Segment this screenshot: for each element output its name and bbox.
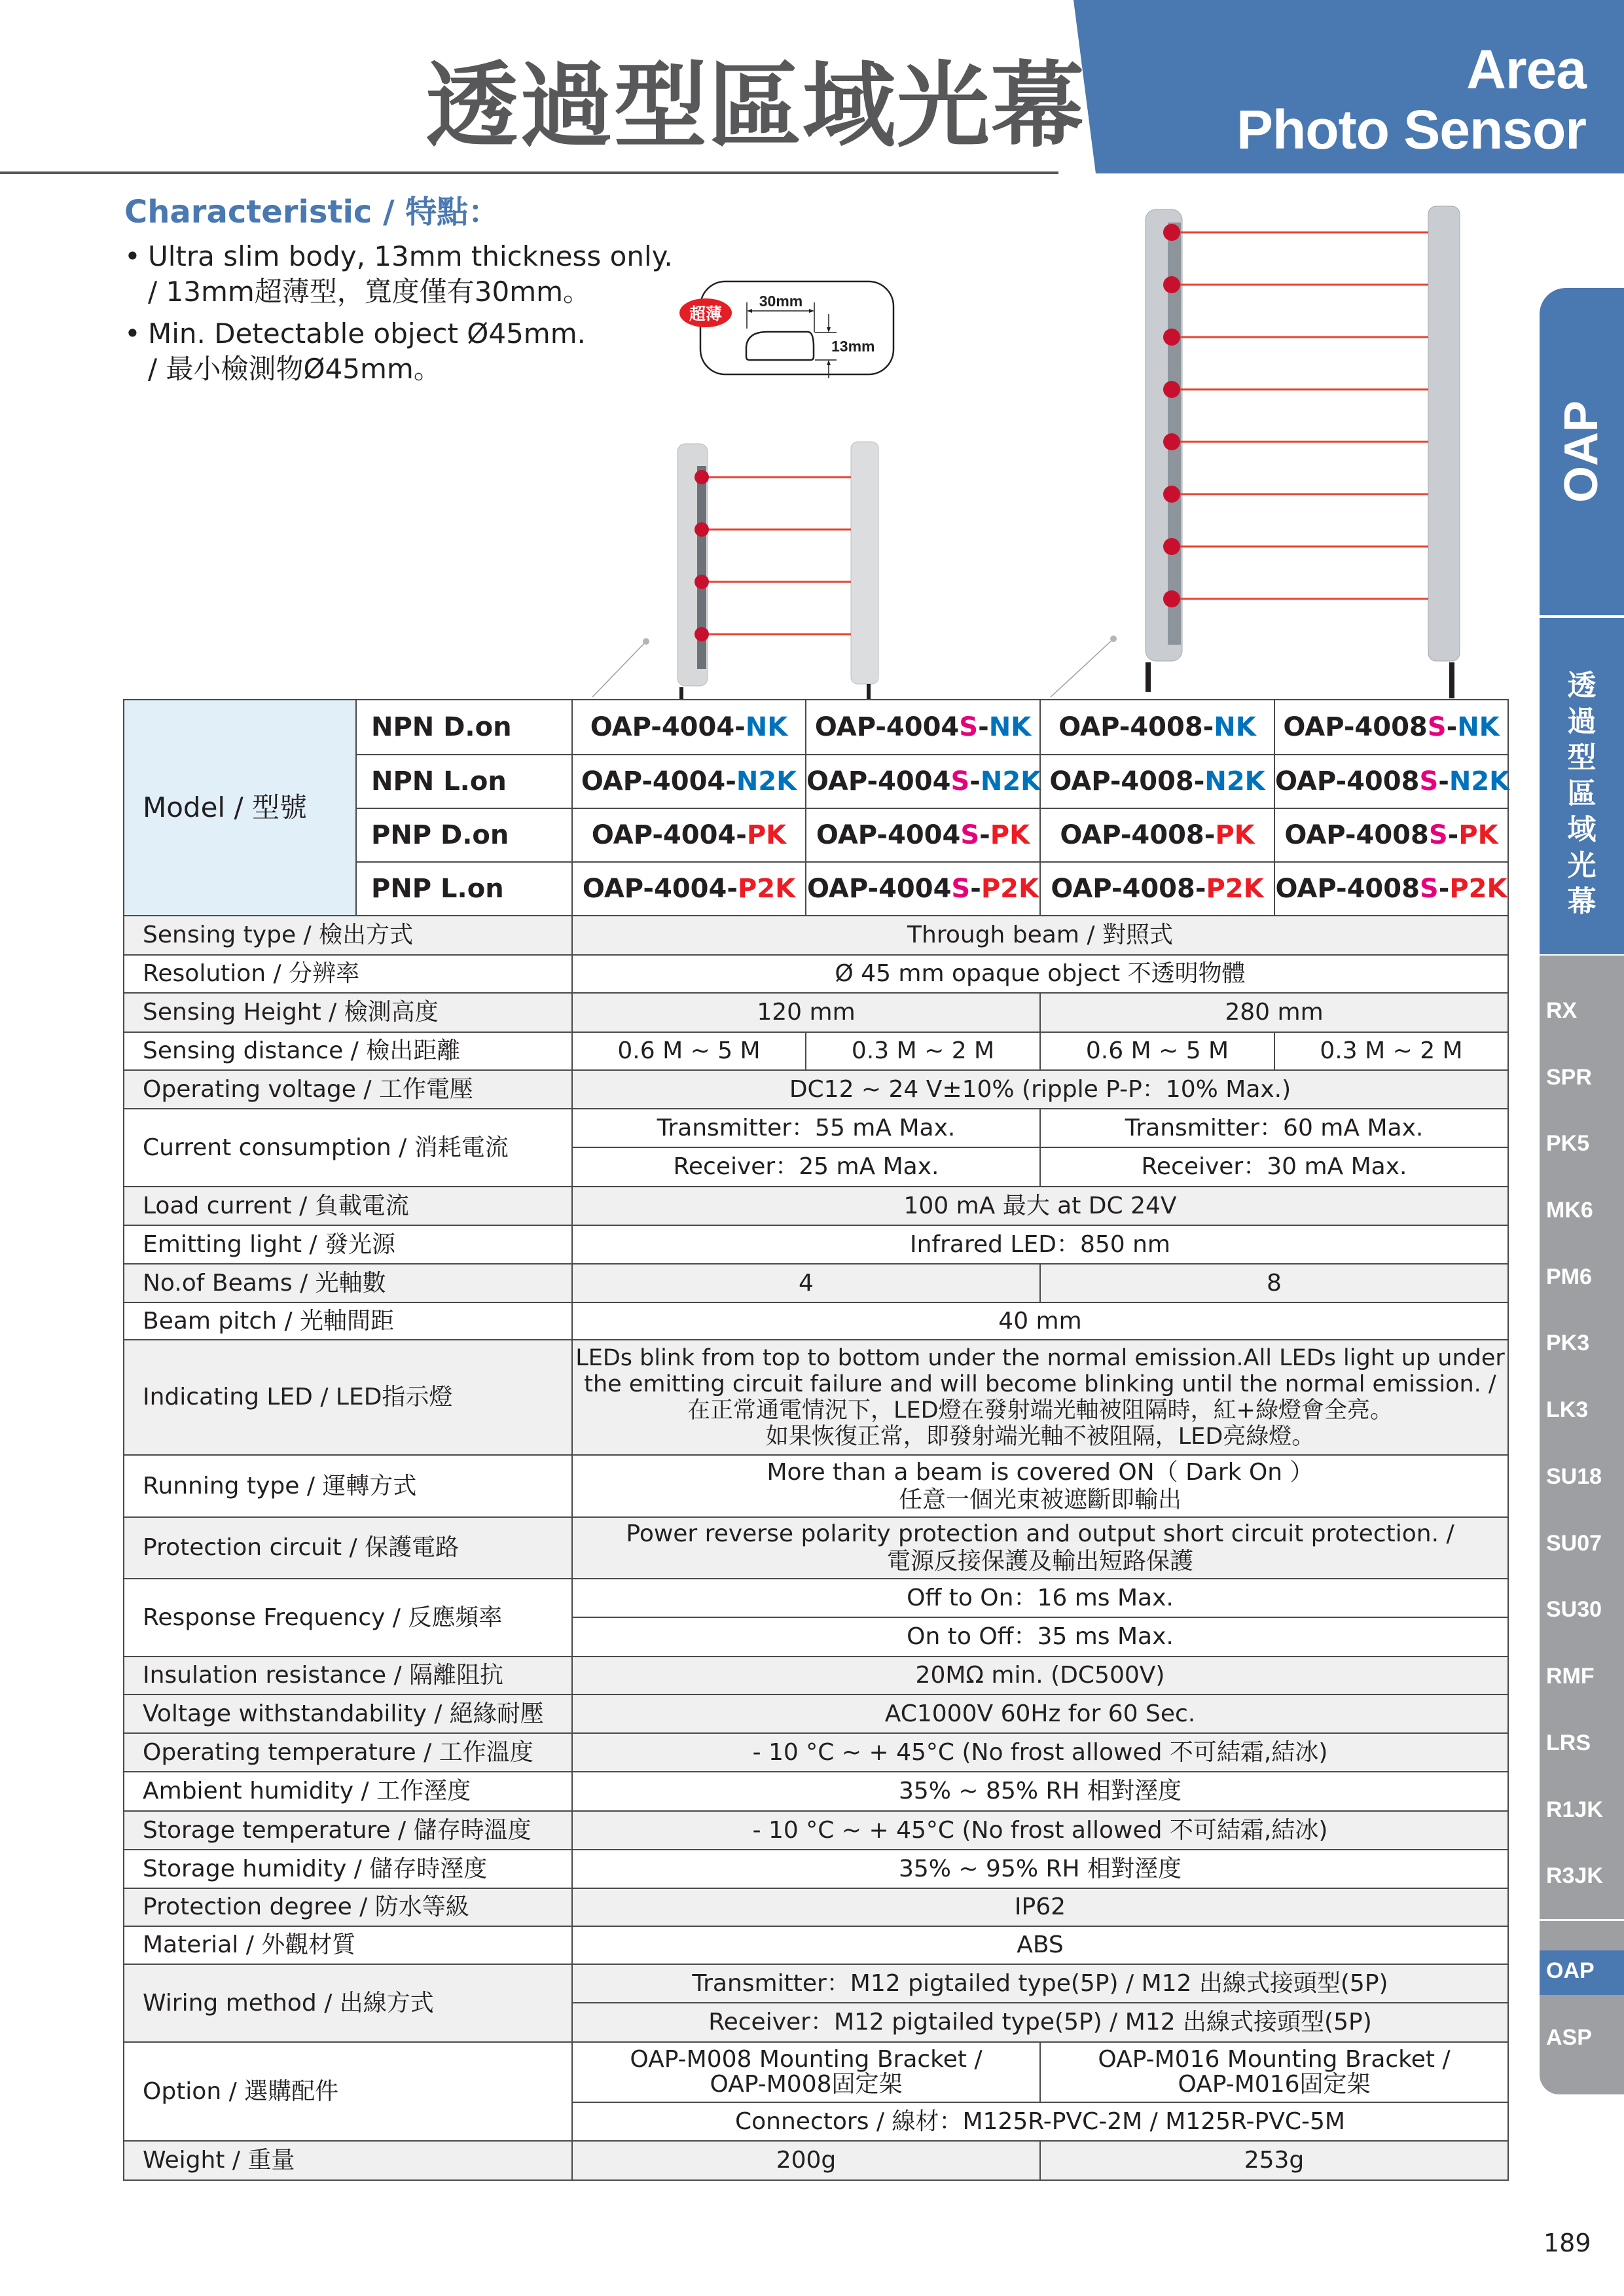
spec-label: Emitting light / 發光源	[124, 1225, 572, 1264]
model-suffix: N2K	[980, 766, 1041, 797]
category-banner-text	[1236, 39, 1586, 160]
sidebar-item-r3jk[interactable]: R3JK	[1546, 1863, 1603, 1888]
model-number	[806, 862, 1040, 916]
spec-row-storage-humidity	[124, 1850, 1508, 1888]
bracket-line: OAP-M016固定架	[1178, 2071, 1371, 2098]
model-base: OAP-4008	[1284, 820, 1429, 850]
model-dash: -	[978, 712, 989, 742]
model-slim-marker: S	[960, 820, 980, 850]
sidebar-product-list	[1540, 956, 1624, 2094]
spec-row-protection-degree	[124, 1888, 1508, 1926]
led-line: LEDs blink from top to bottom under the normal emission.All LEDs light up under	[575, 1345, 1505, 1371]
spec-row-protection-circuit	[124, 1517, 1508, 1579]
beam-group	[695, 470, 851, 641]
spec-row-ambient-humidity	[124, 1772, 1508, 1811]
model-base: OAP-4008	[1283, 712, 1428, 742]
model-slim-marker: S	[1427, 712, 1447, 742]
sidebar-separator	[1540, 1919, 1624, 1921]
model-base: OAP-4004	[582, 874, 727, 904]
beam-emitter-dot	[1163, 224, 1180, 241]
spec-label: Storage humidity / 儲存時溼度	[124, 1850, 572, 1888]
spec-label: Protection circuit / 保護電路	[124, 1517, 572, 1579]
spec-value: 40 mm	[572, 1302, 1508, 1340]
sidebar-category-char: 過	[1567, 705, 1597, 738]
led-line: 如果恢復正常，即發射端光軸不被阻隔，LED亮綠燈。	[765, 1424, 1315, 1450]
spec-row-resolution	[124, 955, 1508, 993]
sidebar-item-rmf[interactable]: RMF	[1546, 1664, 1595, 1689]
model-dash: -	[1446, 712, 1458, 742]
sidebar-category-label	[1540, 668, 1624, 920]
model-slim-marker: S	[1419, 874, 1439, 904]
beam-emitter-dot	[695, 575, 709, 589]
spec-row-indicating-led	[124, 1340, 1508, 1455]
sidebar-item-su18[interactable]: SU18	[1546, 1464, 1602, 1489]
spec-value	[572, 2042, 1040, 2102]
bullet-en: Ultra slim body, 13mm thickness only.	[148, 240, 673, 272]
model-base: OAP-4004	[814, 712, 960, 742]
page-number: 189	[1543, 2229, 1591, 2257]
model-number	[806, 808, 1040, 862]
spec-row-running-type	[124, 1455, 1508, 1517]
spec-label: Current consumption / 消耗電流	[124, 1109, 572, 1187]
model-dash: -	[970, 874, 981, 904]
model-number	[572, 862, 806, 916]
model-dash: -	[1438, 766, 1449, 797]
receiver-body	[851, 442, 878, 684]
spec-value: ABS	[572, 1926, 1508, 1964]
model-suffix: P2K	[1449, 874, 1507, 904]
spec-label: Load current / 負載電流	[124, 1187, 572, 1225]
spec-row-material	[124, 1926, 1508, 1964]
model-slim-marker: S	[1428, 820, 1448, 850]
model-dash: -	[1193, 766, 1205, 797]
model-dash: -	[1204, 820, 1216, 850]
spec-value: Connectors / 線材：M125R-PVC-2M / M125R-PVC-5M	[572, 2102, 1508, 2141]
model-number	[1040, 862, 1274, 916]
model-base: OAP-4004	[591, 820, 736, 850]
spec-row-voltage-withstand	[124, 1695, 1508, 1733]
spec-value: 200g	[572, 2141, 1040, 2180]
bracket-line: OAP-M008 Mounting Bracket /	[630, 2046, 983, 2073]
banner-line-1: Area	[1466, 39, 1586, 100]
model-suffix: PK	[746, 820, 787, 850]
model-base: OAP-4008	[1275, 874, 1420, 904]
spec-value	[572, 1455, 1508, 1517]
model-base: OAP-4004	[816, 820, 961, 850]
characteristic-bullet	[124, 316, 586, 387]
spec-value: 35% ~ 85% RH 相對溼度	[572, 1772, 1508, 1811]
bullet-dot-icon: •	[124, 240, 141, 272]
spec-value: - 10 °C ~ + 45°C (No frost allowed 不可結霜,結冰)	[572, 1733, 1508, 1772]
profile-shape	[746, 332, 814, 360]
sidebar-item-oap[interactable]: OAP	[1546, 1958, 1595, 1983]
model-slim-marker: S	[951, 874, 971, 904]
spec-label: No.of Beams / 光軸數	[124, 1264, 572, 1302]
spec-row-storage-temp	[124, 1811, 1508, 1850]
spec-value: AC1000V 60Hz for 60 Sec.	[572, 1695, 1508, 1733]
spec-table	[123, 699, 1509, 2181]
spec-row-weight	[124, 2141, 1508, 2180]
model-dash: -	[1195, 874, 1206, 904]
spec-label: Beam pitch / 光軸間距	[124, 1302, 572, 1340]
sidebar-category-char: 光	[1567, 849, 1597, 882]
output-type-label: NPN D.on	[356, 700, 572, 755]
model-base: OAP-4004	[590, 712, 735, 742]
spec-value: Transmitter：55 mA Max.	[572, 1109, 1040, 1147]
spec-row-wiring	[124, 1964, 1508, 2003]
spec-label: Voltage withstandability / 絕緣耐壓	[124, 1695, 572, 1733]
sidebar-item-pm6[interactable]: PM6	[1546, 1265, 1592, 1289]
width-label: 30mm	[759, 293, 803, 310]
spec-value: 35% ~ 95% RH 相對溼度	[572, 1850, 1508, 1888]
sidebar-category-char: 域	[1567, 813, 1597, 846]
spec-label: Running type / 運轉方式	[124, 1455, 572, 1517]
title-divider	[0, 171, 1058, 174]
spec-label: Operating voltage / 工作電壓	[124, 1070, 572, 1109]
leader-line	[1051, 639, 1113, 697]
spec-row-load-current	[124, 1187, 1508, 1225]
spec-label: Material / 外觀材質	[124, 1926, 572, 1964]
model-dash: -	[725, 766, 736, 797]
spec-row-emitting-light	[124, 1225, 1508, 1264]
model-number	[1274, 700, 1508, 755]
protection-line: 電源反接保護及輸出短路保護	[886, 1548, 1193, 1575]
sidebar-item-r1jk[interactable]: R1JK	[1546, 1797, 1603, 1822]
model-number	[1040, 700, 1274, 755]
spec-value: Receiver：M12 pigtailed type(5P) / M12 出線式接頭型(5P)	[572, 2003, 1508, 2042]
model-slim-marker: S	[950, 766, 970, 797]
characteristic-bullet	[124, 239, 673, 310]
beam-emitter-dot	[1163, 276, 1180, 293]
spec-row-option	[124, 2042, 1508, 2102]
spec-label: Ambient humidity / 工作溼度	[124, 1772, 572, 1811]
sidebar-item-su30[interactable]: SU30	[1546, 1597, 1602, 1622]
model-dash: -	[1202, 712, 1214, 742]
spec-value: 120 mm	[572, 993, 1040, 1032]
product-image-4-beam	[576, 419, 943, 700]
spec-label: Wiring method / 出線方式	[124, 1964, 572, 2042]
model-slim-marker: S	[959, 712, 979, 742]
model-dash: -	[734, 712, 746, 742]
spec-label: Sensing type / 檢出方式	[124, 916, 572, 955]
beam-emitter-dot	[1163, 590, 1180, 607]
spec-value: - 10 °C ~ + 45°C (No frost allowed 不可結霜,結冰)	[572, 1811, 1508, 1850]
beam-emitter-dot	[695, 522, 709, 537]
model-base: OAP-4004	[806, 874, 952, 904]
model-suffix: NK	[1214, 712, 1256, 742]
banner-line-2: Photo Sensor	[1236, 99, 1586, 160]
spec-value: 4	[572, 1264, 1040, 1302]
model-base: OAP-4008	[1060, 820, 1204, 850]
sidebar-item-pk3[interactable]: PK3	[1546, 1331, 1590, 1355]
beam-emitter-dot	[695, 627, 709, 641]
sidebar-category-char: 型	[1567, 741, 1597, 774]
spec-label: Protection degree / 防水等級	[124, 1888, 572, 1926]
spec-label: Resolution / 分辨率	[124, 955, 572, 993]
beam-emitter-dot	[1163, 329, 1180, 346]
spec-label: Option / 選購配件	[124, 2042, 572, 2141]
led-line: the emitting circuit failure and will become blinking until the normal emission. /	[584, 1371, 1496, 1397]
sidebar-item-asp[interactable]: ASP	[1546, 2025, 1592, 2050]
spec-row-response-frequency	[124, 1579, 1508, 1617]
model-slim-marker: S	[1419, 766, 1439, 797]
bullet-cn: / 13mm超薄型，寬度僅有30mm。	[148, 276, 591, 308]
bullet-dot-icon: •	[124, 317, 141, 350]
bullet-en: Min. Detectable object Ø45mm.	[148, 317, 586, 350]
model-base: OAP-4004	[581, 766, 726, 797]
spec-value	[1040, 2042, 1508, 2102]
sidebar-item-mk6[interactable]: MK6	[1546, 1198, 1593, 1223]
spec-value: 280 mm	[1040, 993, 1508, 1032]
thickness-diagram	[674, 275, 897, 380]
sidebar-item-pk5[interactable]: PK5	[1546, 1131, 1590, 1156]
sidebar-item-spr[interactable]: SPR	[1546, 1065, 1592, 1090]
bracket-line: OAP-M008固定架	[710, 2071, 903, 2098]
spec-value: Transmitter：M12 pigtailed type(5P) / M12 出線式接頭型(5P)	[572, 1964, 1508, 2003]
led-line: 在正常通電情況下，LED燈在發射端光軸被阻隔時，紅+綠燈會全亮。	[687, 1397, 1393, 1424]
spec-label: Sensing distance / 檢出距離	[124, 1032, 572, 1070]
model-base: OAP-4008	[1275, 766, 1420, 797]
spec-value: 0.6 M ~ 5 M	[1040, 1032, 1274, 1070]
characteristic-heading: Characteristic / 特點：	[124, 194, 500, 230]
model-suffix: PK	[1458, 820, 1498, 850]
spec-label: Indicating LED / LED指示燈	[124, 1340, 572, 1455]
beam-group	[1163, 224, 1428, 607]
spec-label: Storage temperature / 儲存時溫度	[124, 1811, 572, 1850]
sidebar-category-char: 透	[1567, 669, 1597, 702]
sidebar-category-char: 幕	[1567, 885, 1597, 918]
sidebar-item-su07[interactable]: SU07	[1546, 1531, 1602, 1556]
sidebar-item-lk3[interactable]: LK3	[1546, 1397, 1589, 1422]
spec-value: 0.3 M ~ 2 M	[1274, 1032, 1508, 1070]
sidebar-item-lrs[interactable]: LRS	[1546, 1731, 1591, 1755]
model-suffix: PK	[1215, 820, 1255, 850]
beam-emitter-dot	[1163, 433, 1180, 450]
model-suffix: N2K	[736, 766, 797, 797]
spec-label: Response Frequency / 反應頻率	[124, 1579, 572, 1657]
model-number	[1274, 755, 1508, 808]
model-suffix: P2K	[737, 874, 796, 904]
sidebar-current-label: OAP	[1555, 400, 1608, 503]
model-suffix: NK	[1457, 712, 1500, 742]
spec-value: Ø 45 mm opaque object 不透明物體	[572, 955, 1508, 993]
spec-row-sensing-distance	[124, 1032, 1508, 1070]
spec-value: 253g	[1040, 2141, 1508, 2180]
product-image-8-beam	[1034, 196, 1492, 700]
model-number	[572, 755, 806, 808]
receiver-body	[1428, 206, 1460, 661]
leader-line	[592, 641, 646, 697]
spec-value: 20MΩ min. (DC500V)	[572, 1657, 1508, 1695]
spec-label: Insulation resistance / 隔離阻抗	[124, 1657, 572, 1695]
model-dash: -	[1438, 874, 1450, 904]
model-suffix: NK	[745, 712, 788, 742]
spec-value: Receiver：30 mA Max.	[1040, 1147, 1508, 1187]
thickness-label: 13mm	[831, 338, 875, 355]
sidebar-item-rx[interactable]: RX	[1546, 998, 1578, 1023]
model-suffix: NK	[988, 712, 1032, 742]
spec-label: Sensing Height / 檢測高度	[124, 993, 572, 1032]
running-line: 任意一個光束被遮斷即輸出	[898, 1486, 1182, 1513]
model-dash: -	[979, 820, 990, 850]
spec-value	[572, 1517, 1508, 1579]
model-suffix: P2K	[981, 874, 1039, 904]
spec-value: Off to On：16 ms Max.	[572, 1579, 1508, 1617]
spec-value: 0.6 M ~ 5 M	[572, 1032, 806, 1070]
model-number	[572, 700, 806, 755]
model-row	[124, 700, 1508, 755]
bullet-cn: / 最小檢測物Ø45mm。	[148, 353, 441, 385]
spec-value: 8	[1040, 1264, 1508, 1302]
model-suffix: N2K	[1449, 766, 1510, 797]
sidebar-category-char: 區	[1567, 777, 1597, 810]
spec-value: Infrared LED：850 nm	[572, 1225, 1508, 1264]
protection-line: Power reverse polarity protection and output short circuit protection. /	[626, 1520, 1454, 1547]
model-suffix: N2K	[1204, 766, 1265, 797]
beam-emitter-dot	[1163, 381, 1180, 398]
bracket-line: OAP-M016 Mounting Bracket /	[1098, 2046, 1451, 2073]
model-dash: -	[969, 766, 981, 797]
spec-row-beams	[124, 1264, 1508, 1302]
model-number	[806, 755, 1040, 808]
spec-row-sensing-height	[124, 993, 1508, 1032]
model-number	[1274, 808, 1508, 862]
model-suffix: PK	[990, 820, 1030, 850]
spec-value: 100 mA 最大 at DC 24V	[572, 1187, 1508, 1225]
output-type-label: PNP D.on	[356, 808, 572, 862]
page-title-cn: 透過型區域光幕	[425, 52, 1085, 160]
spec-label: Weight / 重量	[124, 2141, 572, 2180]
beam-emitter-dot	[1163, 486, 1180, 503]
model-dash: -	[727, 874, 738, 904]
spec-row-beam-pitch	[124, 1302, 1508, 1340]
spec-label: Operating temperature / 工作溫度	[124, 1733, 572, 1772]
spec-row-insulation	[124, 1657, 1508, 1695]
thin-badge-text: 超薄	[689, 304, 723, 323]
model-number	[572, 808, 806, 862]
beam-emitter-dot	[1163, 538, 1180, 555]
model-label: Model / 型號	[124, 700, 356, 916]
spec-value: DC12 ~ 24 V±10% (ripple P-P：10% Max.)	[572, 1070, 1508, 1109]
model-number	[1040, 755, 1274, 808]
spec-value	[572, 1340, 1508, 1455]
spec-value: Receiver：25 mA Max.	[572, 1147, 1040, 1187]
model-base: OAP-4008	[1058, 712, 1203, 742]
model-number	[806, 700, 1040, 755]
spec-row-operating-voltage	[124, 1070, 1508, 1109]
output-type-label: NPN L.on	[356, 755, 572, 808]
spec-value: Through beam / 對照式	[572, 916, 1508, 955]
spec-value: 0.3 M ~ 2 M	[806, 1032, 1040, 1070]
model-dash: -	[1447, 820, 1459, 850]
model-base: OAP-4008	[1049, 766, 1194, 797]
spec-value: Transmitter：60 mA Max.	[1040, 1109, 1508, 1147]
beam-emitter-dot	[695, 470, 709, 484]
model-base: OAP-4004	[806, 766, 951, 797]
spec-value: On to Off：35 ms Max.	[572, 1617, 1508, 1657]
running-line: More than a beam is covered ON（ Dark On ）	[767, 1458, 1314, 1486]
model-base: OAP-4008	[1051, 874, 1195, 904]
output-type-label: PNP L.on	[356, 862, 572, 916]
model-number	[1040, 808, 1274, 862]
model-number	[1274, 862, 1508, 916]
spec-row-operating-temp	[124, 1733, 1508, 1772]
spec-row-sensing-type	[124, 916, 1508, 955]
spec-row-current-consumption	[124, 1109, 1508, 1147]
model-suffix: P2K	[1206, 874, 1264, 904]
model-dash: -	[736, 820, 747, 850]
spec-value: IP62	[572, 1888, 1508, 1926]
